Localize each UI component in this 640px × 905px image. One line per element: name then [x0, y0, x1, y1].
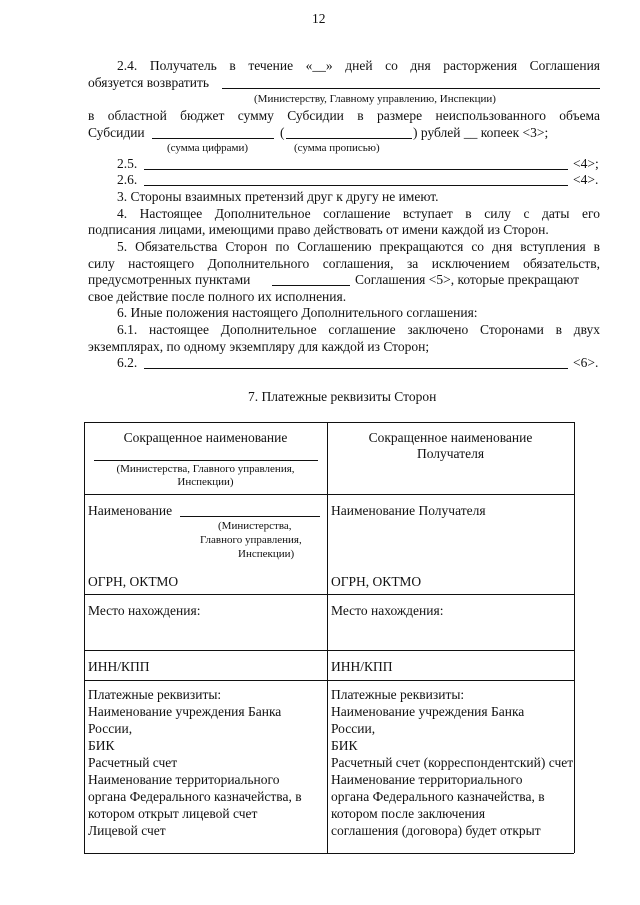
left-payment-4: Расчетный счет — [88, 755, 178, 770]
clause-2-4-line3: в областной бюджет сумму Субсидии в размере неиспользованного объема — [88, 108, 600, 123]
clause-5-line2: силу настоящего Дополнительного соглашения, за исключением обязательств, — [88, 256, 600, 271]
clause-4-line1: 4. Настоящее Дополнительное соглашение вступает в силу с даты его — [117, 206, 600, 221]
right-payment-6: органа Федерального казначейства, в — [331, 789, 545, 804]
clause-6-2-end: <6>. — [573, 355, 599, 370]
left-name-note-2: Главного управления, — [200, 534, 302, 546]
clause-2-4-line2: обязуется возвратить — [88, 75, 210, 90]
blank-items — [272, 285, 350, 286]
right-location: Место нахождения: — [331, 603, 444, 618]
clause-2-4-line4-post: ) рублей __ копеек <3>; — [413, 125, 549, 140]
clause-5-line3-pre: предусмотренных пунктами — [88, 272, 251, 287]
clause-2-6-end: <4>. — [573, 172, 599, 187]
clause-2-5-end: <4>; — [573, 156, 599, 171]
right-name-label: Наименование Получателя — [331, 503, 486, 518]
clause-3: 3. Стороны взаимных претензий друг к другу не имеют. — [117, 189, 439, 204]
clause-5-line4: свое действие после полного их исполнения. — [88, 289, 347, 304]
clause-5-line3-post: Соглашения <5>, которые прекращают — [355, 272, 580, 287]
left-payment-3: БИК — [88, 738, 115, 753]
left-payment-8: Лицевой счет — [88, 823, 166, 838]
clause-5-line1: 5. Обязательства Сторон по Соглашению прекращаются со дня вступления в — [117, 239, 600, 254]
left-location: Место нахождения: — [88, 603, 201, 618]
right-payment-3: БИК — [331, 738, 358, 753]
page-number: 12 — [312, 11, 326, 26]
right-payment-7: котором после заключения — [331, 806, 486, 821]
left-header-blank — [94, 460, 318, 461]
clause-2-5-num: 2.5. — [117, 156, 138, 171]
right-payment-1: Наименование учреждения Банка — [331, 704, 525, 719]
left-payment-6: органа Федерального казначейства, в — [88, 789, 302, 804]
note-sum-digits: (сумма цифрами) — [167, 142, 249, 154]
left-header-note-2: Инспекции) — [177, 476, 234, 488]
clause-6-1-line1: 6.1. настоящее Дополнительное соглашение заключено Сторонами в двух — [117, 322, 600, 337]
right-payment-4: Расчетный счет (корреспондентский) счет — [331, 755, 574, 770]
left-payment-2: России, — [88, 721, 133, 736]
left-ogrn: ОГРН, ОКТМО — [88, 574, 179, 589]
clause-6-2-num: 6.2. — [117, 355, 138, 370]
right-payment-0: Платежные реквизиты: — [331, 687, 465, 702]
blank-ministry — [222, 88, 600, 89]
left-inn: ИНН/КПП — [88, 659, 150, 674]
left-name-label: Наименование — [88, 503, 173, 518]
right-inn: ИНН/КПП — [331, 659, 393, 674]
note-ministry: (Министерству, Главному управлению, Инспекции) — [254, 93, 496, 105]
section-title: 7. Платежные реквизиты Сторон — [248, 389, 437, 404]
left-header-note-1: (Министерства, Главного управления, — [116, 463, 295, 475]
clause-6: 6. Иные положения настоящего Дополнительного соглашения: — [117, 305, 478, 320]
clause-2-4-line1: 2.4. Получатель в течение «__» дней со дня расторжения Соглашения — [117, 58, 600, 73]
left-name-note-1: (Министерства, — [218, 520, 292, 532]
right-payment-5: Наименование территориального — [331, 772, 523, 787]
right-header-1: Сокращенное наименование — [368, 430, 533, 445]
left-payment-7: котором открыт лицевой счет — [88, 806, 258, 821]
blank-6-2 — [144, 368, 568, 369]
clause-2-6-num: 2.6. — [117, 172, 138, 187]
right-payment-2: России, — [331, 721, 376, 736]
blank-2-5 — [144, 169, 568, 170]
note-sum-words: (сумма прописью) — [294, 142, 380, 154]
blank-2-6 — [144, 185, 568, 186]
left-name-note-3: Инспекции) — [238, 548, 295, 560]
right-ogrn: ОГРН, ОКТМО — [331, 574, 422, 589]
left-payment-1: Наименование учреждения Банка — [88, 704, 282, 719]
blank-sum-words — [286, 138, 412, 139]
left-name-blank — [180, 516, 320, 517]
left-payment-0: Платежные реквизиты: — [88, 687, 222, 702]
paren-open: ( — [280, 125, 285, 140]
clause-6-1-line2: экземплярах, по одному экземпляру для каждой из Сторон; — [88, 339, 430, 354]
blank-sum-digits — [152, 138, 274, 139]
right-payment-8: соглашения (договора) будет открыт — [331, 823, 541, 838]
clause-4-line2: подписания лицами, имеющими право действовать от имени каждой из Сторон. — [88, 222, 549, 237]
left-payment-5: Наименование территориального — [88, 772, 280, 787]
clause-2-4-line4-pre: Субсидии — [88, 125, 145, 140]
left-header: Сокращенное наименование — [123, 430, 288, 445]
right-header-2: Получателя — [416, 446, 485, 461]
